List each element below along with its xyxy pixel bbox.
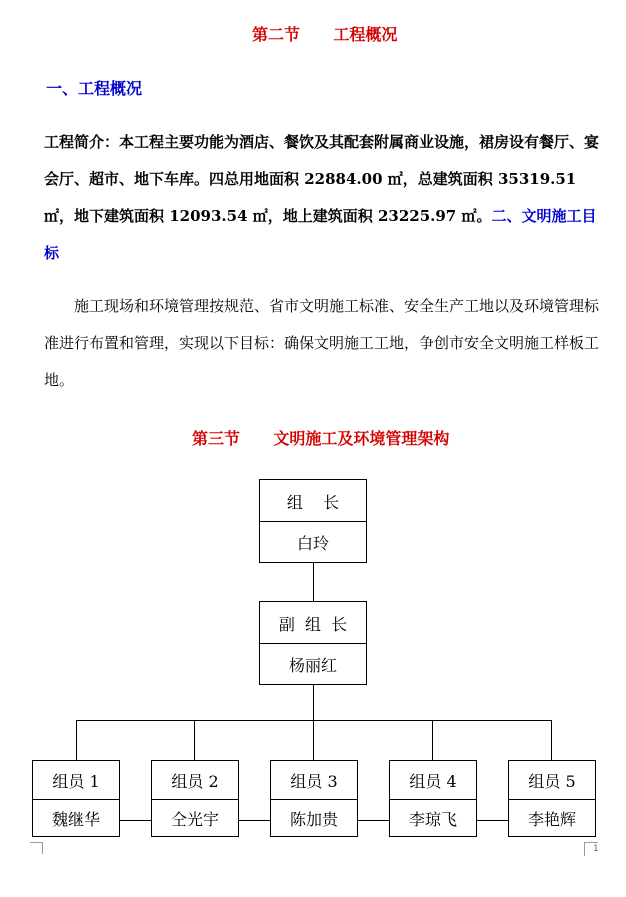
member-role: 组员 1 <box>52 771 100 791</box>
connector-drop-4 <box>432 720 433 760</box>
member-name: 陈加贵 <box>289 810 338 829</box>
member-name: 仝光宇 <box>170 810 219 829</box>
member-box-4 <box>389 760 477 837</box>
deputy-name: 杨丽红 <box>288 655 337 675</box>
section3-title: 第三节 文明施工及环境管理架构 <box>192 429 450 448</box>
member-box-5 <box>508 760 596 837</box>
member-role: 组员 5 <box>528 771 576 791</box>
intro-label: 工程简介： <box>44 133 120 151</box>
connector-drop-3 <box>313 720 314 760</box>
connector-leader-deputy <box>313 563 314 601</box>
connector-bottom-4-5 <box>476 820 508 821</box>
heading-civilized-goal: 二、文明施工目标 <box>44 207 597 262</box>
connector-drop-5 <box>551 720 552 760</box>
connector-bottom-1-2 <box>120 820 152 821</box>
member-name: 魏继华 <box>51 810 100 829</box>
goal-paragraph <box>44 288 602 399</box>
connector-bottom-2-3 <box>238 820 270 821</box>
heading-project-overview: 一、工程概况 <box>46 79 143 98</box>
section2-title: 第二节 工程概况 <box>252 25 398 44</box>
member-role: 组员 2 <box>171 771 219 791</box>
leader-name: 白玲 <box>296 533 329 553</box>
member-box-3 <box>270 760 358 837</box>
connector-drop-1 <box>76 720 77 760</box>
deputy-box <box>259 601 367 685</box>
intro-text: 本工程主要功能为酒店、餐饮及其配套附属商业设施，裙房设有餐厅、宴会厅、超市、地下车库。四总用地面积 22884.00 ㎡，总建筑面积 35319.51 ㎡，地下建筑面积 12093.54 ㎡，地上建筑面积 23225.97 ㎡。 <box>44 133 600 225</box>
member-name: 李艳辉 <box>527 810 576 829</box>
member-name: 李琼飞 <box>408 810 457 829</box>
member-role: 组员 4 <box>409 771 457 791</box>
deputy-role: 副 组 长 <box>278 614 348 634</box>
member-role: 组员 3 <box>290 771 338 791</box>
project-intro-paragraph <box>44 124 602 272</box>
connector-drop-2 <box>194 720 195 760</box>
goal-text: 施工现场和环境管理按规范、省市文明施工标准、安全生产工地以及环境管理标准进行布置和管理，实现以下目标：确保文明施工工地，争创市安全文明施工样板工地。 <box>44 297 600 389</box>
member-box-1 <box>32 760 120 837</box>
leader-box <box>259 479 367 563</box>
leader-role: 组 长 <box>286 492 340 512</box>
connector-bottom-3-4 <box>357 820 389 821</box>
margin-corner-mark-right <box>584 842 586 856</box>
connector-deputy-bar <box>313 685 314 720</box>
page-number: 1 <box>593 844 599 854</box>
member-box-2 <box>151 760 239 837</box>
margin-corner-mark-left-h <box>30 842 42 844</box>
